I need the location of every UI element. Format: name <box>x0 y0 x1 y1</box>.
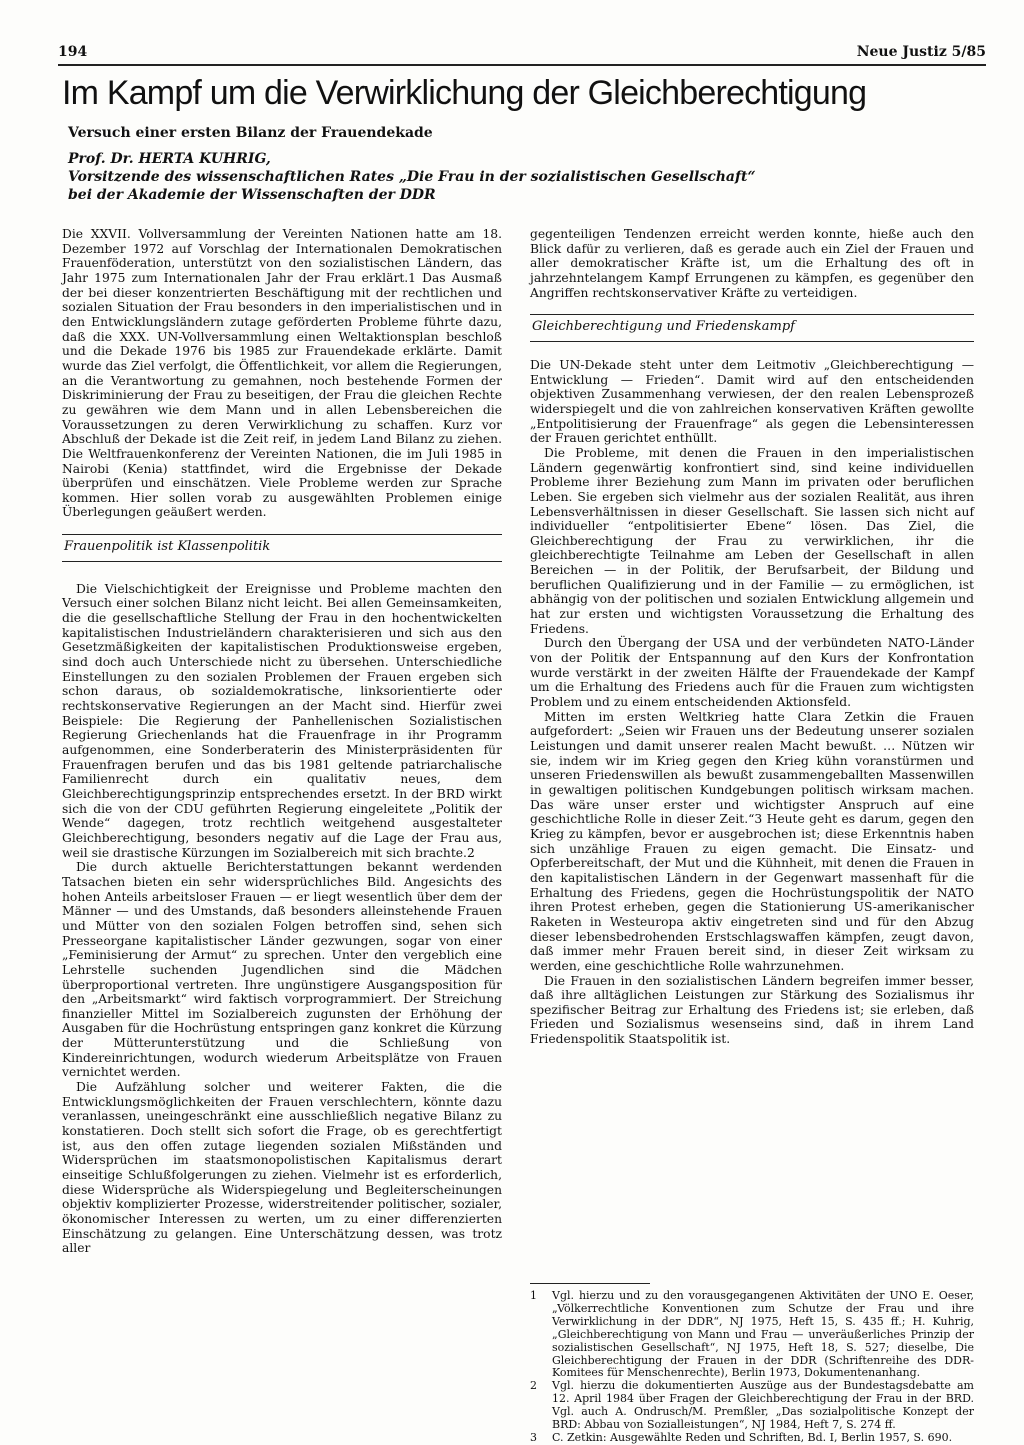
right-column <box>530 227 974 1047</box>
footnote-text: Vgl. hierzu und zu den vorausgegangenen Aktivitäten der UNO E. Oeser, „Völkerrechtliche Konventionen zum Schutze der Frau und ihre Verwirklichung in der DDR“, NJ 1975, Heft 15, S. 435 ff.; H. Kuhrig, „Gleichberechtigung von Mann und Frau — unveräußerliches Prinzip der sozialistischen Gesellschaft“, NJ 1975, Heft 18, S. 527; dieselbe, Die Gleichberechtigung der Frauen in der DDR (Schriftenreihe des DDR-Komitees für Menschenrechte), Berlin 1973, Dokumentenanhang. <box>552 1289 974 1380</box>
author-institution: bei der Akademie der Wissenschaften der DDR <box>68 187 436 203</box>
footnote <box>530 1290 974 1380</box>
page-number: 194 <box>58 44 88 60</box>
footnote-text: C. Zetkin: Ausgewählte Reden und Schriften, Bd. I, Berlin 1957, S. 690. <box>552 1430 953 1444</box>
header-rule <box>58 64 986 66</box>
body-paragraph: Die durch aktuelle Berichterstattungen bekannt werdenden Tatsachen bieten ein sehr widersprüchliches Bild. Angesichts des hohen Anteils arbeitsloser Frauen — er liegt wesentlich über dem der Männer — und des Umstands, daß besonders alleinstehende Frauen und Mütter von den sozialen Folgen betroffen sind, sehen sich Presseorgane kapitalistischer Länder gezwungen, sogar von einer „Feminisierung der Armut“ zu sprechen. Unter den vergeblich eine Lehrstelle suchenden Jugendlichen sind die Mädchen überproportional vertreten. Ihre ungünstigere Ausgangsposition für den „Arbeitsmarkt“ wird faktisch vorprogrammiert. Der Streichung finanzieller Mittel im Sozialbereich zugunsten der Erhöhung der Ausgaben für die Hochrüstung entspringen ganz konkret die Kürzung der Mütterunterstützung und die Schließung von Kindereinrichtungen, wodurch wiederum Arbeitsplätze von Frauen vernichtet werden. <box>62 860 502 1080</box>
author-role: Vorsitzende des wissenschaftlichen Rates „Die Frau in der sozialistischen Gesellschaft“ <box>68 169 756 185</box>
section-heading: Gleichberechtigung und Friedenskampf <box>530 314 974 342</box>
footnote-number: 1 <box>530 1289 537 1302</box>
footnote-number: 2 <box>530 1379 537 1393</box>
body-paragraph: Durch den Übergang der USA und der verbündeten NATO-Länder von der Politik der Entspannung auf den Kurs der Konfrontation wurde verstärkt in der zweiten Hälfte der Frauendekade der Kampf um die Erhaltung des Friedens auch für die Frauen zum wichtigsten Problem und zu einem entscheidenden Aktionsfeld. <box>530 636 974 710</box>
article-subtitle: Versuch einer ersten Bilanz der Frauendekade <box>68 125 433 141</box>
footnote <box>530 1380 974 1432</box>
body-paragraph: Die Probleme, mit denen die Frauen in den imperialistischen Ländern gegenwärtig konfrontiert sind, sind keine individuellen Probleme ihrer Beziehung zum Mann im privaten oder beruflichen Leben. Sie ergeben sich vielmehr aus der sozialen Realität, aus ihren Lebensverhältnissen in dieser Gesellschaft. Sie lassen sich nicht auf individueller “entpolitisierter Ebene“ lösen. Das Ziel, die Gleichberechtigung der Frau zu verwirklichen, ihr die gleichberechtigte Teilnahme am Leben der Gesellschaft in allen Bereichen — in der Politik, der Berufsarbeit, der Bildung und beruflichen Qualifizierung und in der Familie — zu ermöglichen, ist abhängig von der politischen und sozialen Entwicklung allgemein und hat zur ersten und wichtigsten Voraussetzung die Erhaltung des Friedens. <box>530 445 974 636</box>
intro-paragraph: gegenteiligen Tendenzen erreicht werden konnte, hieße auch den Blick dafür zu verlieren, daß es gerade auch ein Ziel der Frauen und aller demokratischer Kräfte ist, um die Erhaltung des oft in jahrzehntelangem Kampf Errungenen zu kämpfen, es gegenüber den Angriffen rechtskonservativer Kräfte zu verteidigen. <box>530 227 974 300</box>
footnote-number: 3 <box>530 1430 537 1444</box>
article-title: Im Kampf um die Verwirklichung der Gleichberechtigung <box>62 74 867 112</box>
body-paragraph: Die Vielschichtigkeit der Ereignisse und Probleme machten den Versuch einer solchen Bilanz nicht leicht. Bei allen Gemeinsamkeiten, die die gesellschaftliche Stellung der Frau in den hochentwickelten kapitalistischen Industrieländern charakterisieren und sich aus den Gesetzmäßigkeiten der kapitalistischen Produktionsweise ergeben, sind doch auch Unterschiede nicht zu übersehen. Unterschiedliche Einstellungen zu den sozialen Problemen der Frauen ergeben sich schon daraus, ob sozialdemokratische, linksorientierte oder rechtskonservative Regierungen an der Macht sind. Hierfür zwei Beispiele: Die Regierung der Panhellenischen Sozialistischen Regierung Griechenlands hat die Frauenfrage in ihr Programm aufgenommen, eine Sonderberaterin des Ministerpräsidenten für Frauenfragen berufen und das bis 1981 geltende patriarchalische Familienrecht durch ein qualitativ neues, dem Gleichberechtigungsprinzip entsprechendes ersetzt. In der BRD wirkt sich die von der CDU geführten Regierung eingeleitete „Politik der Wende“ dagegen, trotz rechtlich weitgehend ausgestalteter Gleichberechtigung, besonders negativ auf die Lage der Frau aus, weil sie drastische Kürzungen im Sozialbereich mit sich brachte.2 <box>62 581 502 860</box>
journal-issue: Neue Justiz 5/85 <box>856 44 986 60</box>
footnote <box>530 1432 974 1445</box>
body-paragraph: Die UN-Dekade steht unter dem Leitmotiv „Gleichberechtigung — Entwicklung — Frieden“. Damit wird auf den entscheidenden objektiven Zusammenhang verwiesen, der den realen Lebensprozeß widerspiegelt und die von zahlreichen konservativen Kräften gewollte „Entpolitisierung der Frauenfrage“ als gegen die Lebensinteressen der Frauen gerichtet enthüllt. <box>530 357 974 446</box>
footnote-rule <box>530 1283 650 1284</box>
body-paragraph: Mitten im ersten Weltkrieg hatte Clara Zetkin die Frauen aufgefordert: „Seien wir Frauen uns der Bedeutung unserer sozialen Leistungen und damit unserer realen Macht bewußt. … Nützen wir sie, indem wir im Krieg gegen den Krieg kühn voranstürmen und unseren Friedenswillen als bewußt zusammengeballten Massenwillen in gewaltigen politischen Kundgebungen politisch wirksam machen. Das wäre unser erster und wichtigster Anspruch auf eine geschichtliche Rolle in dieser Zeit.“3 Heute geht es darum, gegen den Krieg zu kämpfen, bevor er ausgebrochen ist; diese Erkenntnis haben sich unzählige Frauen zu eigen gemacht. Die Einsatz- und Opferbereitschaft, der Mut und die Kühnheit, mit denen die Frauen in den kapitalistischen Ländern in der Gegenwart massenhaft für die Erhaltung des Friedens, gegen die Hochrüstungspolitik der NATO ihren Protest erheben, gegen die Stationierung US-amerikanischer Raketen in Westeuropa aktiv eingetreten sind und für den Abzug dieser lebensbedrohenden Erstschlagswaffen kämpfen, zeugt davon, daß immer mehr Frauen bereit sind, in dieser Zeit wirksam zu werden, eine geschichtliche Rolle wahrzunehmen. <box>530 709 974 973</box>
author-block <box>68 150 756 204</box>
section-heading: Frauenpolitik ist Klassenpolitik <box>62 534 502 562</box>
footnotes <box>530 1290 974 1445</box>
body-paragraph: Die Frauen in den sozialistischen Ländern begreifen immer besser, daß ihre alltäglichen Leistungen zur Stärkung des Sozialismus ihr spezifischer Beitrag zur Erhaltung des Friedens ist; sie erleben, daß Frieden und Sozialismus wesenseins sind, daß in ihrem Land Friedenspolitik Staatspolitik ist. <box>530 973 974 1047</box>
body-paragraph: Die Aufzählung solcher und weiterer Fakten, die die Entwicklungsmöglichkeiten der Frauen verschlechtern, könnte dazu veranlassen, uneingeschränkt eine ausschließlich negative Bilanz zu konstatieren. Doch stellt sich sofort die Frage, ob es gerechtfertigt ist, aus den offen zutage liegenden sozialen Mißständen und Widersprüchen im staatsmonopolistischen Kapitalismus derart einseitige Schlußfolgerungen zu ziehen. Vielmehr ist es erforderlich, diese Widersprüche als Widerspiegelung und Begleiterscheinungen objektiv komplizierter Prozesse, widerstreitender politischer, sozialer, ökonomischer Interessen zu werten, um zu einer differenzierten Einschätzung zu gelangen. Eine Unterschätzung dessen, was trotz aller <box>62 1080 502 1256</box>
footnote-text: Vgl. hierzu die dokumentierten Auszüge aus der Bundestagsdebatte am 12. April 1984 über Fragen der Gleichberechtigung der Frau in der BRD. Vgl. auch A. Ondrusch/M. Premßler, „Das sozialpolitische Konzept der BRD: Abbau von Sozialleistungen“, NJ 1984, Heft 7, S. 274 ff. <box>552 1379 974 1432</box>
intro-paragraph: Die XXVII. Vollversammlung der Vereinten Nationen hatte am 18. Dezember 1972 auf Vorschlag der Internationalen Demokratischen Frauenföderation, unterstützt von den sozialistischen Ländern, das Jahr 1975 zum Internationalen Jahr der Frau erklärt.1 Das Ausmaß der bei dieser konzentrierten Beschäftigung mit der rechtlichen und sozialen Situation der Frau besonders in den imperialistischen und in den Entwicklungsländern zutage geförderten Probleme führte dazu, daß die XXX. UN-Vollversammlung einen Weltaktionsplan beschloß und die Dekade 1976 bis 1985 zur Frauendekade erklärte. Damit wurde das Ziel verfolgt, die Öffentlichkeit, vor allem die Regierungen, an die Verantwortung zu gemahnen, noch bestehende Formen der Diskriminierung der Frau zu beseitigen, der Frau die gleichen Rechte zu gewähren wie dem Mann und in allen Lebensbereichen die Voraussetzungen zu deren Verwirklichung zu schaffen. Kurz vor Abschluß der Dekade ist die Zeit reif, in jedem Land Bilanz zu ziehen. Die Weltfrauenkonferenz der Vereinten Nationen, die im Juli 1985 in Nairobi (Kenia) stattfindet, wird die Ergebnisse der Dekade überprüfen und einschätzen. Viele Probleme werden zur Sprache kommen. Hier sollen vorab zu ausgewählten Problemen einige Überlegungen geäußert werden. <box>62 227 502 520</box>
author-name: Prof. Dr. HERTA KUHRIG, <box>68 151 271 167</box>
left-column <box>62 227 502 1256</box>
